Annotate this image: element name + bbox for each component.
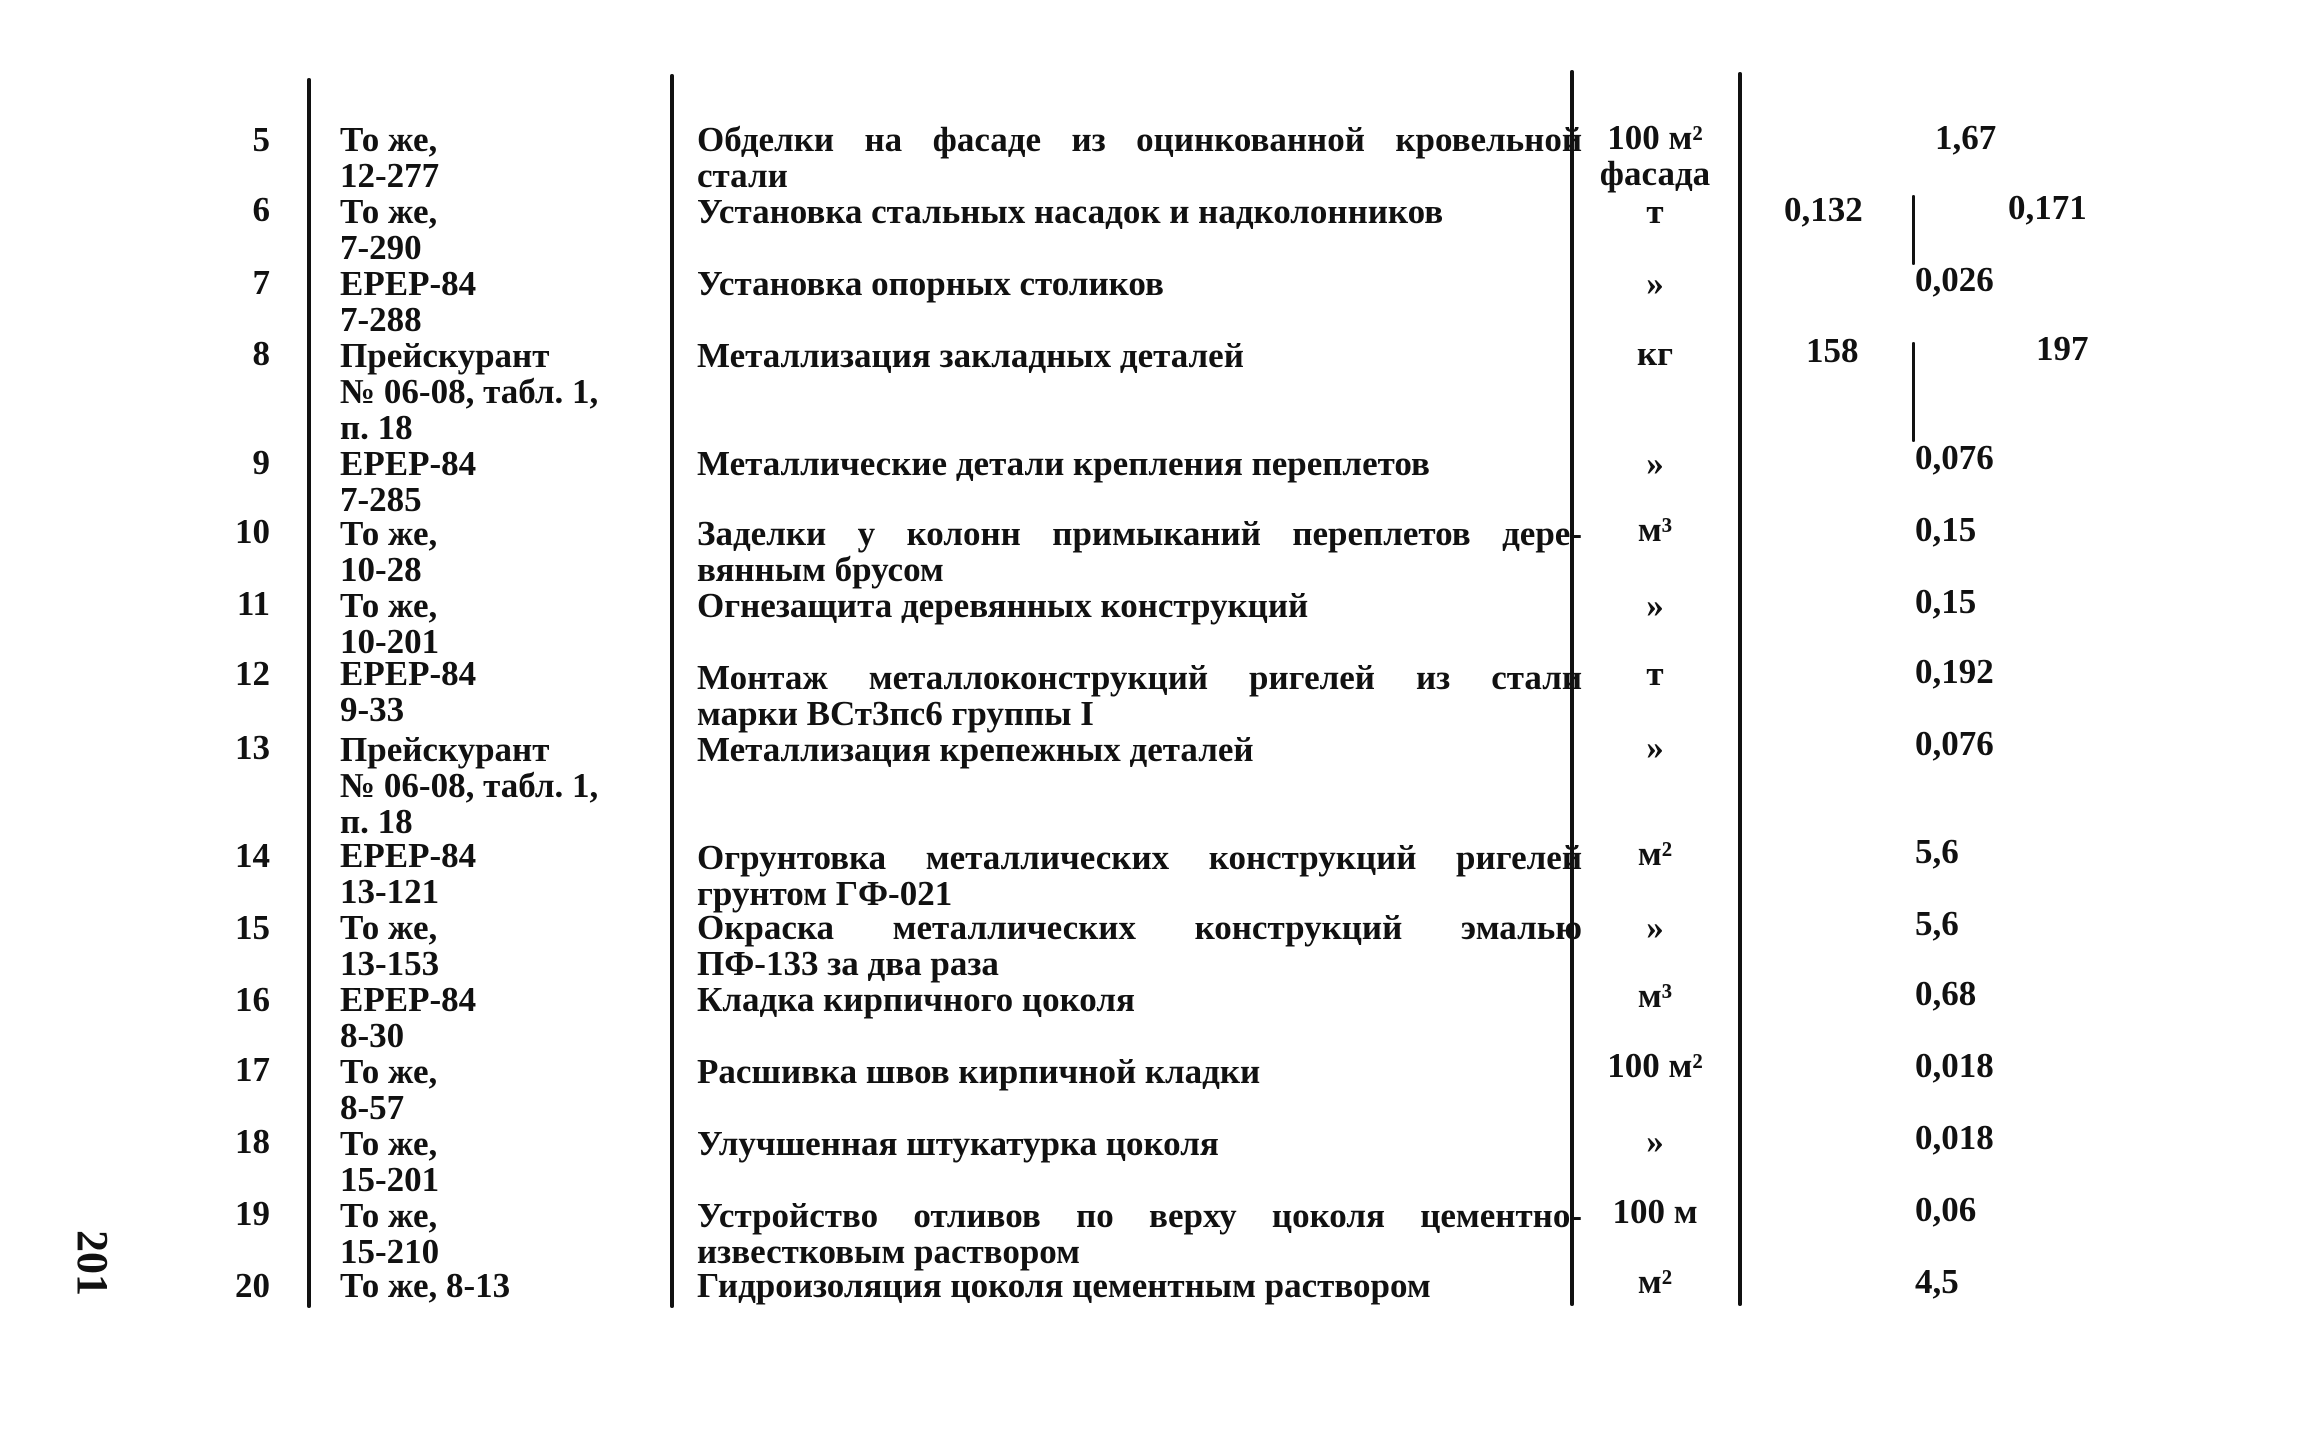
row-9-number: 9 <box>252 443 270 482</box>
row-16-description-line-1: Кладка кирпичного цоколя <box>697 980 1135 1019</box>
row-11-value: 0,15 <box>1915 582 1977 621</box>
row-10-source-line-2: 10-28 <box>340 550 422 589</box>
row-13-source <box>340 732 598 840</box>
row-14-unit: м² <box>1637 834 1673 873</box>
row-7-description <box>697 266 1582 302</box>
row-17-source <box>340 1054 437 1126</box>
row-5-description-line-1: Обделки на фасаде из оцинкованной кровельной <box>697 120 1582 159</box>
page-number: 201 <box>68 1230 117 1296</box>
row-5-unit-line-2: фасада <box>1599 154 1711 193</box>
row-13-source-line-3: п. 18 <box>340 802 413 841</box>
row-6-source-line-1: То же, <box>340 192 438 231</box>
row-5-unit-line-1: 100 м² <box>1607 118 1703 157</box>
row-8-unit: кг <box>1636 334 1674 373</box>
row-19-value: 0,06 <box>1915 1190 1977 1229</box>
row-5-source-line-2: 12-277 <box>340 156 440 195</box>
row-11-description-line-1: Огнезащита деревянных конструкций <box>697 586 1309 625</box>
row-9-source <box>340 446 476 518</box>
row-18-unit: » <box>1646 1122 1664 1161</box>
row-20-number: 20 <box>235 1266 270 1305</box>
row-19-number: 19 <box>235 1194 270 1233</box>
row-20-source <box>340 1268 510 1304</box>
row-15-value: 5,6 <box>1915 904 1959 943</box>
row-15-source-line-2: 13-153 <box>340 944 440 983</box>
row-8-source-line-3: п. 18 <box>340 408 413 447</box>
row-19-unit: 100 м <box>1612 1192 1698 1231</box>
row-18-description <box>697 1126 1582 1162</box>
row-20-description-line-1: Гидроизоляция цоколя цементным раствором <box>697 1266 1431 1305</box>
row-5-source-line-1: То же, <box>340 120 438 159</box>
row-5-source <box>340 122 439 194</box>
row-6-value-1: 0,132 <box>1784 190 1863 229</box>
row-13-description <box>697 732 1582 768</box>
row-20-unit: м² <box>1637 1262 1673 1301</box>
row-16-unit: м³ <box>1637 976 1673 1015</box>
row-5-value: 1,67 <box>1935 118 1997 157</box>
row-20-description <box>697 1268 1582 1304</box>
row-9-value: 0,076 <box>1915 438 1994 477</box>
row-17-description-line-1: Расшивка швов кирпичной кладки <box>697 1052 1261 1091</box>
row-11-description <box>697 588 1582 624</box>
row-6-description <box>697 194 1582 230</box>
row-19-source-line-1: То же, <box>340 1196 438 1235</box>
row-16-source <box>340 982 476 1054</box>
row-18-number: 18 <box>235 1122 270 1161</box>
row-16-value: 0,68 <box>1915 974 1977 1013</box>
row-9-source-line-1: ЕРЕР-84 <box>340 444 477 483</box>
row-7-value: 0,026 <box>1915 260 1994 299</box>
row-19-description <box>697 1198 1582 1270</box>
row-18-source <box>340 1126 439 1198</box>
row-17-unit: 100 м² <box>1607 1046 1703 1085</box>
row-12-description-line-1: Монтаж металлоконструкций ригелей из стали <box>697 658 1582 697</box>
row-5-number: 5 <box>252 120 270 159</box>
column-rule-4 <box>1738 72 1742 1306</box>
row-19-source-line-2: 15-210 <box>340 1232 440 1271</box>
row-9-description <box>697 446 1582 482</box>
row-10-number: 10 <box>235 512 270 551</box>
row-15-unit: » <box>1646 908 1664 947</box>
row-10-description-line-1: Заделки у колонн примыканий переплетов дере- <box>697 514 1582 553</box>
row-14-description-line-2: грунтом ГФ-021 <box>697 874 953 913</box>
row-8-source-line-2: № 06-08, табл. 1, <box>340 372 599 411</box>
row-8-description <box>697 338 1582 374</box>
row-12-value: 0,192 <box>1915 652 1994 691</box>
row-10-unit: м³ <box>1637 510 1673 549</box>
row-8-number: 8 <box>252 334 270 373</box>
row-17-number: 17 <box>235 1050 270 1089</box>
row-18-source-line-1: То же, <box>340 1124 438 1163</box>
row-15-description-line-2: ПФ-133 за два раза <box>697 944 999 983</box>
column-rule-2 <box>670 74 674 1308</box>
row-17-description <box>697 1054 1582 1090</box>
row-13-source-line-2: № 06-08, табл. 1, <box>340 766 599 805</box>
row-6-source-line-2: 7-290 <box>340 228 422 267</box>
row-16-source-line-1: ЕРЕР-84 <box>340 980 477 1019</box>
row-20-value: 4,5 <box>1915 1262 1959 1301</box>
row-7-source <box>340 266 476 338</box>
row-7-description-line-1: Установка опорных столиков <box>697 264 1164 303</box>
row-13-description-line-1: Металлизация крепежных деталей <box>697 730 1254 769</box>
row-5-unit <box>1575 120 1735 192</box>
row-15-number: 15 <box>235 908 270 947</box>
row-14-source <box>340 838 476 910</box>
row-18-description-line-1: Улучшенная штукатурка цоколя <box>697 1124 1219 1163</box>
row-13-number: 13 <box>235 728 270 767</box>
row-14-source-line-1: ЕРЕР-84 <box>340 836 477 875</box>
row-7-source-line-1: ЕРЕР-84 <box>340 264 477 303</box>
row-13-source-line-1: Прейскурант <box>340 730 550 769</box>
row-13-value: 0,076 <box>1915 724 1994 763</box>
row-11-unit: » <box>1646 586 1664 625</box>
row-15-source <box>340 910 439 982</box>
row-11-source <box>340 588 439 660</box>
row-15-description-line-1: Окраска металлических конструкций эмалью <box>697 908 1582 947</box>
row-9-source-line-2: 7-285 <box>340 480 422 519</box>
row-14-description <box>697 840 1582 912</box>
row-7-number: 7 <box>252 263 270 302</box>
row-9-unit: » <box>1646 444 1664 483</box>
row-10-description <box>697 516 1582 588</box>
row-10-value: 0,15 <box>1915 510 1977 549</box>
row-8-source-line-1: Прейскурант <box>340 336 550 375</box>
row-7-unit: » <box>1646 264 1664 303</box>
row-19-description-line-2: известковым раствором <box>697 1232 1080 1271</box>
row-13-unit: » <box>1646 728 1664 767</box>
row-16-description <box>697 982 1582 1018</box>
row-12-unit: т <box>1646 654 1664 693</box>
row-6-value-2: 0,171 <box>2008 188 2087 227</box>
row-17-value: 0,018 <box>1915 1046 1994 1085</box>
row-7-source-line-2: 7-288 <box>340 300 422 339</box>
column-rule-1 <box>307 78 311 1308</box>
row-8-value-1: 158 <box>1806 331 1859 370</box>
row-11-number: 11 <box>236 584 270 623</box>
row-18-value: 0,018 <box>1915 1118 1994 1157</box>
row-14-number: 14 <box>235 836 270 875</box>
row-12-source-line-2: 9-33 <box>340 690 405 729</box>
row-9-description-line-1: Металлические детали крепления переплетов <box>697 444 1430 483</box>
row-8-value-2: 197 <box>2036 329 2089 368</box>
row-6-description-line-1: Установка стальных насадок и надколонников <box>697 192 1444 231</box>
row-5-description-line-2: стали <box>697 156 788 195</box>
split-rule-row-8 <box>1912 342 1915 442</box>
row-10-description-line-2: вянным брусом <box>697 550 944 589</box>
row-11-source-line-1: То же, <box>340 586 438 625</box>
row-10-source-line-1: То же, <box>340 514 438 553</box>
row-19-source <box>340 1198 439 1270</box>
row-14-source-line-2: 13-121 <box>340 872 440 911</box>
row-12-source <box>340 656 476 728</box>
row-20-source-line-1: То же, 8-13 <box>340 1266 511 1305</box>
row-15-source-line-1: То же, <box>340 908 438 947</box>
row-6-source <box>340 194 437 266</box>
row-12-number: 12 <box>235 654 270 693</box>
row-12-source-line-1: ЕРЕР-84 <box>340 654 477 693</box>
row-17-source-line-2: 8-57 <box>340 1088 405 1127</box>
row-17-source-line-1: То же, <box>340 1052 438 1091</box>
row-6-unit: т <box>1646 192 1664 231</box>
row-6-number: 6 <box>252 190 270 229</box>
row-18-source-line-2: 15-201 <box>340 1160 440 1199</box>
row-16-number: 16 <box>235 980 270 1019</box>
row-5-description <box>697 122 1582 194</box>
row-8-description-line-1: Металлизация закладных деталей <box>697 336 1244 375</box>
row-12-description-line-2: марки ВСт3пс6 группы I <box>697 694 1094 733</box>
row-14-value: 5,6 <box>1915 832 1959 871</box>
row-11-source-line-2: 10-201 <box>340 622 440 661</box>
row-16-source-line-2: 8-30 <box>340 1016 405 1055</box>
split-rule-row-6 <box>1912 195 1915 265</box>
row-15-description <box>697 910 1582 982</box>
row-10-source <box>340 516 437 588</box>
row-8-source <box>340 338 598 446</box>
row-19-description-line-1: Устройство отливов по верху цоколя цементно- <box>697 1196 1582 1235</box>
row-14-description-line-1: Огрунтовка металлических конструкций ригелей <box>697 838 1582 877</box>
row-12-description <box>697 660 1582 732</box>
